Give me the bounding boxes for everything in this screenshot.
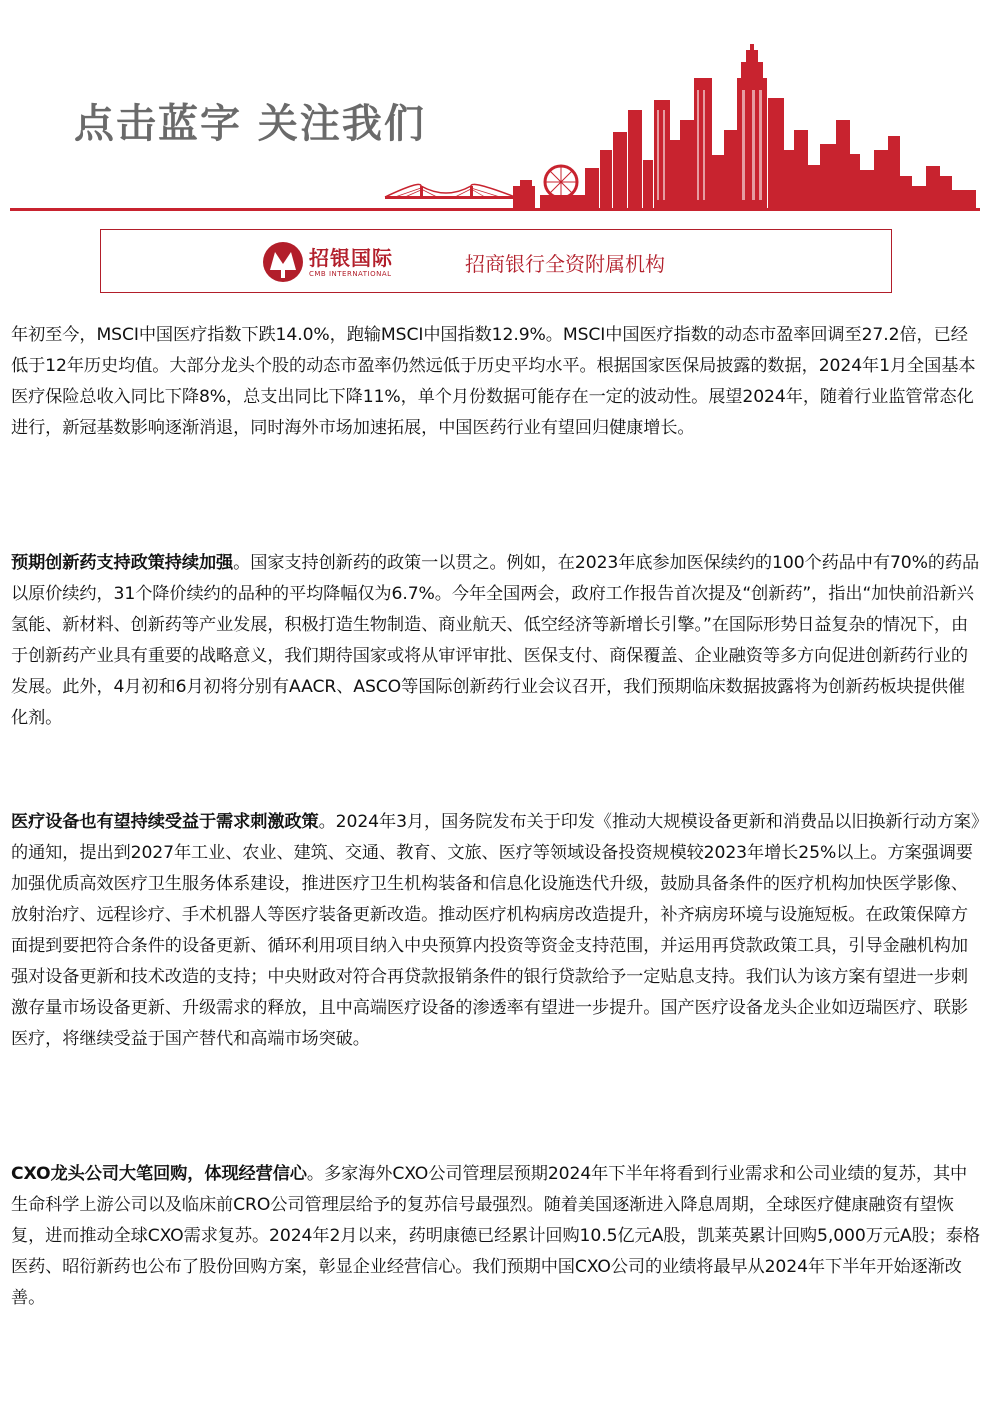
cmbi-banner	[100, 229, 892, 293]
page-header	[0, 0, 992, 215]
paragraph-innovative-drugs	[11, 548, 981, 734]
paragraph-lead: 预期创新药支持政策持续加强	[11, 553, 234, 573]
paragraph-lead: 医疗设备也有望持续受益于需求刺激政策	[11, 812, 319, 832]
paragraph-medical-devices	[11, 807, 981, 1055]
cmb-logo-icon	[261, 240, 305, 284]
logo-chinese-name: 招银国际	[309, 246, 393, 270]
paragraph-body: 。国家支持创新药的政策一以贯之。例如，在2023年底参加医保续约的100个药品中有70%的药品以原价续约，31个降价续约的品种的平均降幅仅为6.7%。今年全国两会，政府工作报告首次提及“创新药”，指出“加快前沿新兴氢能、新材料、创新药等产业发展，积极打造生物制造、商业航天、低空经济等新增长引擎。”在国际形势日益复杂的情况下，由于创新药产业具有重要的战略意义，我们期待国家或将从审评审批、医保支付、商保覆盖、企业融资等多方向促进创新药行业的发展。此外，4月初和6月初将分别有AACR、ASCO等国际创新药行业会议召开，我们预期临床数据披露将为创新药板块提供催化剂。	[11, 553, 980, 728]
paragraph-body: 。多家海外CXO公司管理层预期2024年下半年将看到行业需求和公司业绩的复苏，其中生命科学上游公司以及临床前CRO公司管理层给予的复苏信号最强烈。随着美国逐渐进入降息周期，全球医疗健康融资有望恢复，进而推动全球CXO需求复苏。2024年2月以来，药明康德已经累计回购10.5亿元A股，凯莱英累计回购5,000万元A股；泰格医药、昭衍新药也公布了股份回购方案，彰显企业经营信心。我们预期中国CXO公司的业绩将最早从2024年下半年开始逐渐改善。	[11, 1164, 980, 1308]
paragraph-lead: CXO龙头公司大笔回购，体现经营信心	[11, 1164, 307, 1184]
paragraph-intro	[11, 320, 981, 444]
logo-english-name: CMB INTERNATIONAL	[309, 270, 392, 278]
banner-tagline: 招商银行全资附属机构	[465, 252, 665, 276]
paragraph-cxo	[11, 1159, 981, 1314]
paragraph-body: 年初至今，MSCI中国医疗指数下跌14.0%，跑输MSCI中国指数12.9%。MSCI中国医疗指数的动态市盈率回调至27.2倍，已经低于12年历史均值。大部分龙头个股的动态市盈率仍然远低于历史平均水平。根据国家医保局披露的数据，2024年1月全国基本医疗保险总收入同比下降8%，总支出同比下降11%，单个月份数据可能存在一定的波动性。展望2024年，随着行业监管常态化进行，新冠基数影响逐渐消退，同时海外市场加速拓展，中国医药行业有望回归健康增长。	[11, 325, 976, 438]
paragraph-body: 。2024年3月，国务院发布关于印发《推动大规模设备更新和消费品以旧换新行动方案》的通知，提出到2027年工业、农业、建筑、交通、教育、文旅、医疗等领域设备投资规模较2023年增长25%以上。方案强调要加强优质高效医疗卫生服务体系建设，推进医疗卫生机构装备和信息化设施迭代升级，鼓励具备条件的医疗机构加快医学影像、放射治疗、远程诊疗、手术机器人等医疗装备更新改造。推动医疗机构病房改造提升，补齐病房环境与设施短板。在政策保障方面提到要把符合条件的设备更新、循环利用项目纳入中央预算内投资等资金支持范围，并运用再贷款政策工具，引导金融机构加强对设备更新和技术改造的支持；中央财政对符合再贷款报销条件的银行贷款给予一定贴息支持。我们认为该方案有望进一步刺激存量市场设备更新、升级需求的释放，且中高端医疗设备的渗透率有望进一步提升。国产医疗设备龙头企业如迈瑞医疗、联影医疗，将继续受益于国产替代和高端市场突破。	[11, 812, 980, 1049]
follow-us-heading: 点击蓝字 关注我们	[74, 101, 426, 147]
